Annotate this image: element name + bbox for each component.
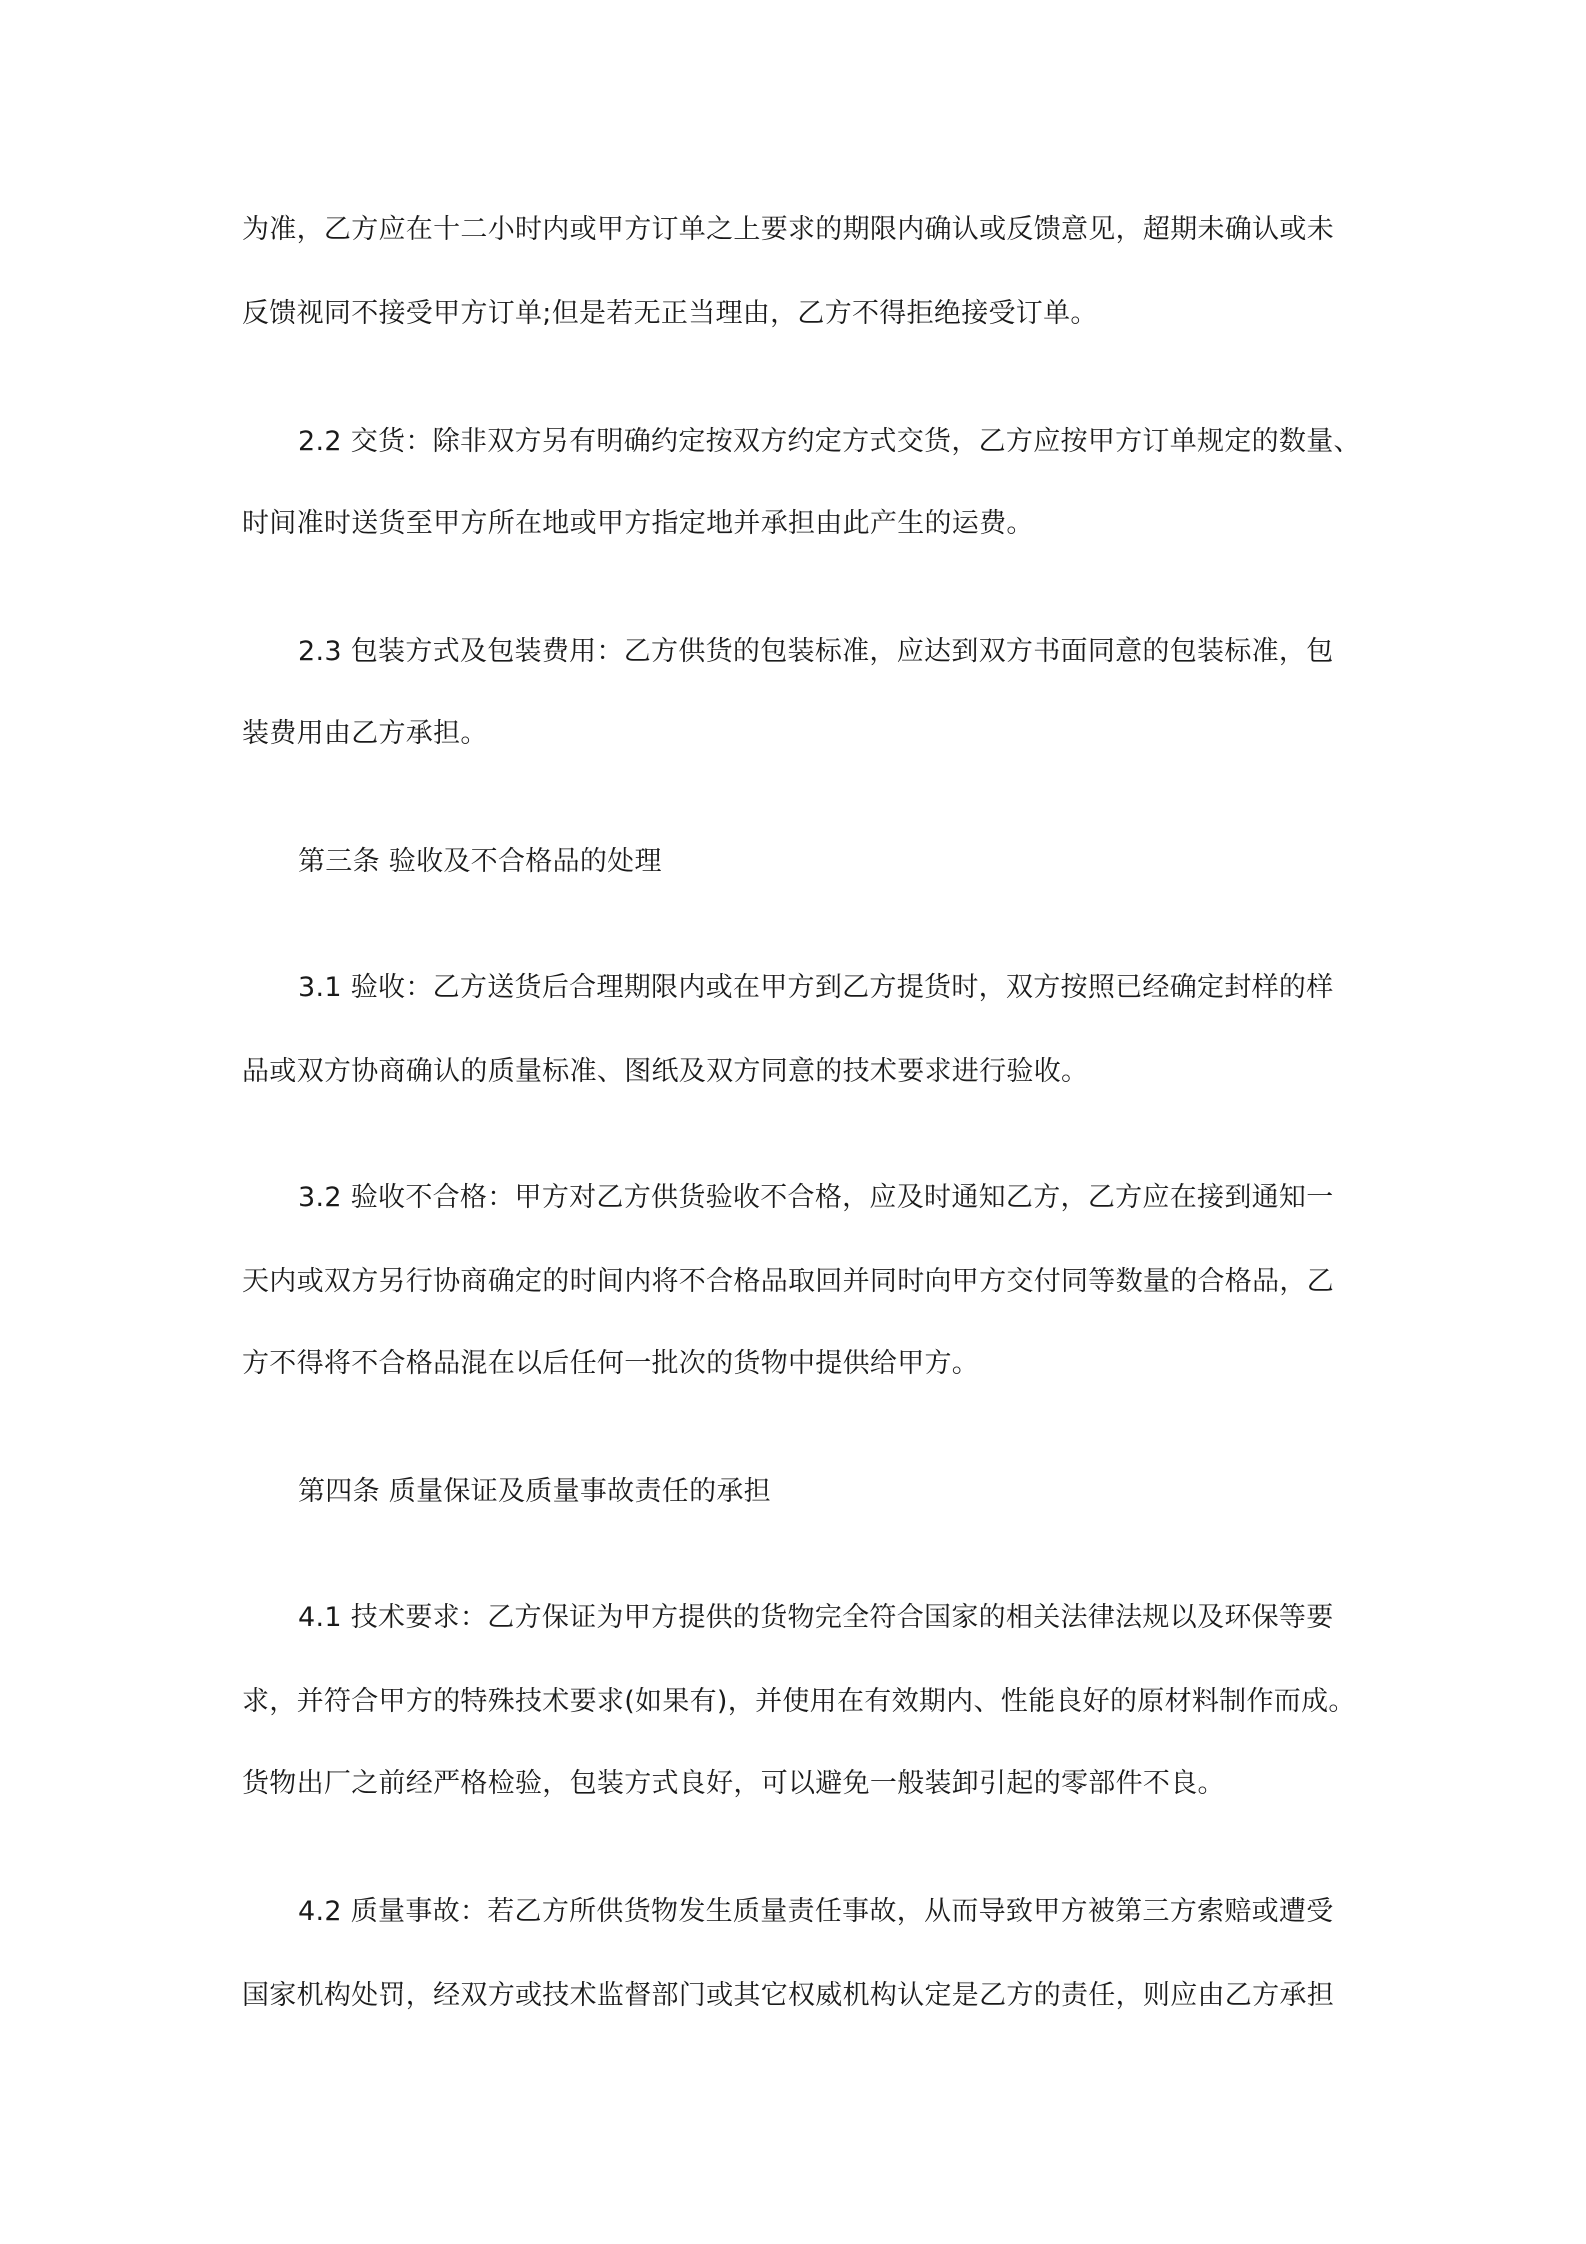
text-line: 为准，乙方应在十二小时内或甲方订单之上要求的期限内确认或反馈意见，超期未确认或未 <box>242 214 1334 245</box>
text-line: 品或双方协商确认的质量标准、图纸及双方同意的技术要求进行验收。 <box>242 1056 1089 1087</box>
clause-4-1-line: 4.1 技术要求：乙方保证为甲方提供的货物完全符合国家的相关法律法规以及环保等要 <box>298 1602 1334 1633</box>
text-line: 求，并符合甲方的特殊技术要求(如果有)，并使用在有效期内、性能良好的原材料制作而成。 <box>242 1686 1356 1717</box>
text-line: 方不得将不合格品混在以后任何一批次的货物中提供给甲方。 <box>242 1348 980 1379</box>
clause-2-2-line: 2.2 交货：除非双方另有明确约定按双方约定方式交货，乙方应按甲方订单规定的数量、 <box>298 426 1361 457</box>
clause-3-2-line: 3.2 验收不合格：甲方对乙方供货验收不合格，应及时通知乙方，乙方应在接到通知一 <box>298 1182 1334 1213</box>
clause-2-3-line: 2.3 包装方式及包装费用：乙方供货的包装标准，应达到双方书面同意的包装标准，包 <box>298 636 1334 667</box>
text-line: 装费用由乙方承担。 <box>242 718 488 749</box>
text-line: 时间准时送货至甲方所在地或甲方指定地并承担由此产生的运费。 <box>242 508 1034 539</box>
clause-4-2-line: 4.2 质量事故：若乙方所供货物发生质量责任事故，从而导致甲方被第三方索赔或遭受 <box>298 1896 1334 1927</box>
text-line: 货物出厂之前经严格检验，包装方式良好，可以避免一般装卸引起的零部件不良。 <box>242 1768 1225 1799</box>
text-line: 国家机构处罚，经双方或技术监督部门或其它权威机构认定是乙方的责任，则应由乙方承担 <box>242 1980 1334 2011</box>
section-heading-article-4: 第四条 质量保证及质量事故责任的承担 <box>298 1476 771 1507</box>
section-heading-article-3: 第三条 验收及不合格品的处理 <box>298 846 662 877</box>
text-line: 反馈视同不接受甲方订单;但是若无正当理由，乙方不得拒绝接受订单。 <box>242 298 1098 329</box>
text-line: 天内或双方另行协商确定的时间内将不合格品取回并同时向甲方交付同等数量的合格品，乙 <box>242 1266 1334 1297</box>
clause-3-1-line: 3.1 验收：乙方送货后合理期限内或在甲方到乙方提货时，双方按照已经确定封样的样 <box>298 972 1334 1003</box>
